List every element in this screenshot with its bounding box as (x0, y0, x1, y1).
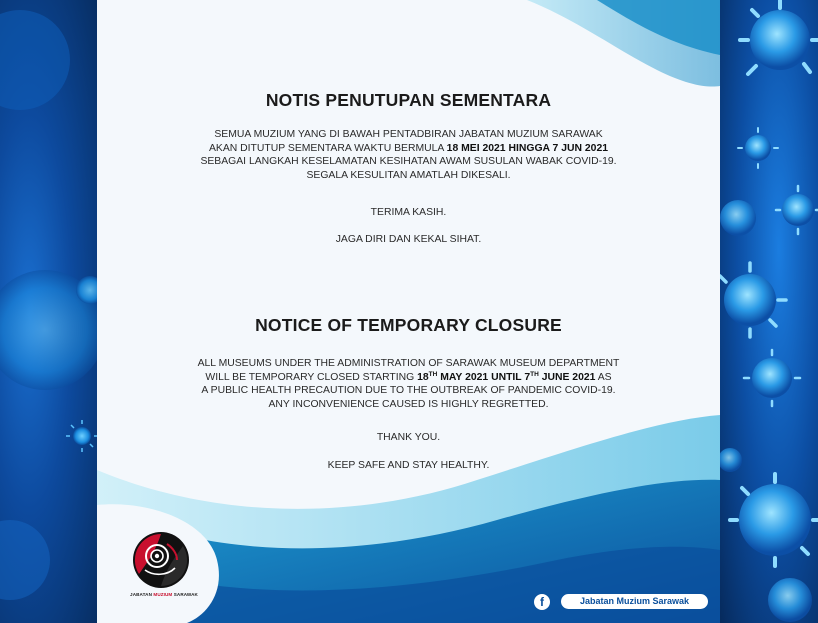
facebook-icon[interactable]: f (534, 594, 550, 610)
english-body-line-2-end: AS (595, 371, 612, 383)
virus-particle-top (740, 0, 818, 74)
logo-text-part-3: SARAWAK (172, 592, 198, 597)
logo-text-part-1: JABATAN (130, 592, 154, 597)
english-date1-suffix: TH (428, 370, 438, 378)
virus-particle-bottom (720, 448, 818, 622)
virus-particle-small-2 (744, 350, 800, 406)
malay-body-line-1: SEMUA MUZIUM YANG DI BAWAH PENTADBIRAN JABATAN MUZIUM SARAWAK (214, 129, 603, 140)
malay-body-line-3: SEBAGAI LANGKAH KESELAMATAN KESIHATAN AWAM SUSULAN WABAK COVID-19. (200, 156, 617, 167)
english-closure-dates (417, 372, 595, 383)
english-date1-day: 18 (417, 371, 429, 383)
english-body (97, 357, 720, 411)
virus-background-left (0, 0, 97, 623)
english-sign-off: KEEP SAFE AND STAY HEALTHY. (327, 460, 490, 471)
virus-particle-mid (720, 186, 818, 236)
museum-logo (131, 530, 191, 590)
english-heading: NOTICE OF TEMPORARY CLOSURE (255, 315, 562, 335)
malay-body-line-2-text: AKAN DITUTUP SEMENTARA WAKTU BERMULA (208, 142, 447, 154)
english-thanks: THANK YOU. (376, 432, 441, 443)
malay-closure-dates: 18 MEI 2021 HINGGA 7 JUN 2021 (446, 142, 608, 154)
malay-body (97, 128, 720, 182)
english-date1-rest: MAY 2021 UNTIL 7 (437, 371, 531, 383)
facebook-page-label[interactable]: Jabatan Muzium Sarawak (561, 594, 708, 609)
malay-body-line-4: SEGALA KESULITAN AMATLAH DIKESALI. (306, 169, 511, 181)
english-body-line-2-text: WILL BE TEMPORARY CLOSED STARTING (205, 371, 418, 383)
virus-background-right (720, 0, 818, 623)
english-date2-rest: JUNE 2021 (538, 371, 596, 383)
malay-sign-off: JAGA DIRI DAN KEKAL SIHAT. (335, 234, 482, 245)
virus-illustration-right (720, 0, 818, 623)
virus-particle-large (720, 263, 786, 337)
english-body-line-3: A PUBLIC HEALTH PRECAUTION DUE TO THE OUTBREAK OF PANDEMIC COVID-19. (201, 385, 616, 396)
virus-illustration-left (0, 0, 97, 623)
logo-text-part-2: MUZIUM (153, 592, 173, 597)
virus-particle-small-1 (738, 128, 778, 168)
english-body-line-2 (97, 371, 720, 385)
museum-logo-text (124, 592, 204, 597)
english-body-line-1: ALL MUSEUMS UNDER THE ADMINISTRATION OF SARAWAK MUSEUM DEPARTMENT (197, 358, 620, 369)
closure-notice-poster (97, 0, 720, 623)
english-date2-suffix: TH (530, 370, 539, 378)
malay-body-line-2 (97, 142, 720, 156)
malay-thanks: TERIMA KASIH. (370, 207, 447, 218)
malay-heading: NOTIS PENUTUPAN SEMENTARA (265, 90, 552, 110)
english-body-line-4: ANY INCONVENIENCE CAUSED IS HIGHLY REGRETTED. (268, 398, 549, 410)
